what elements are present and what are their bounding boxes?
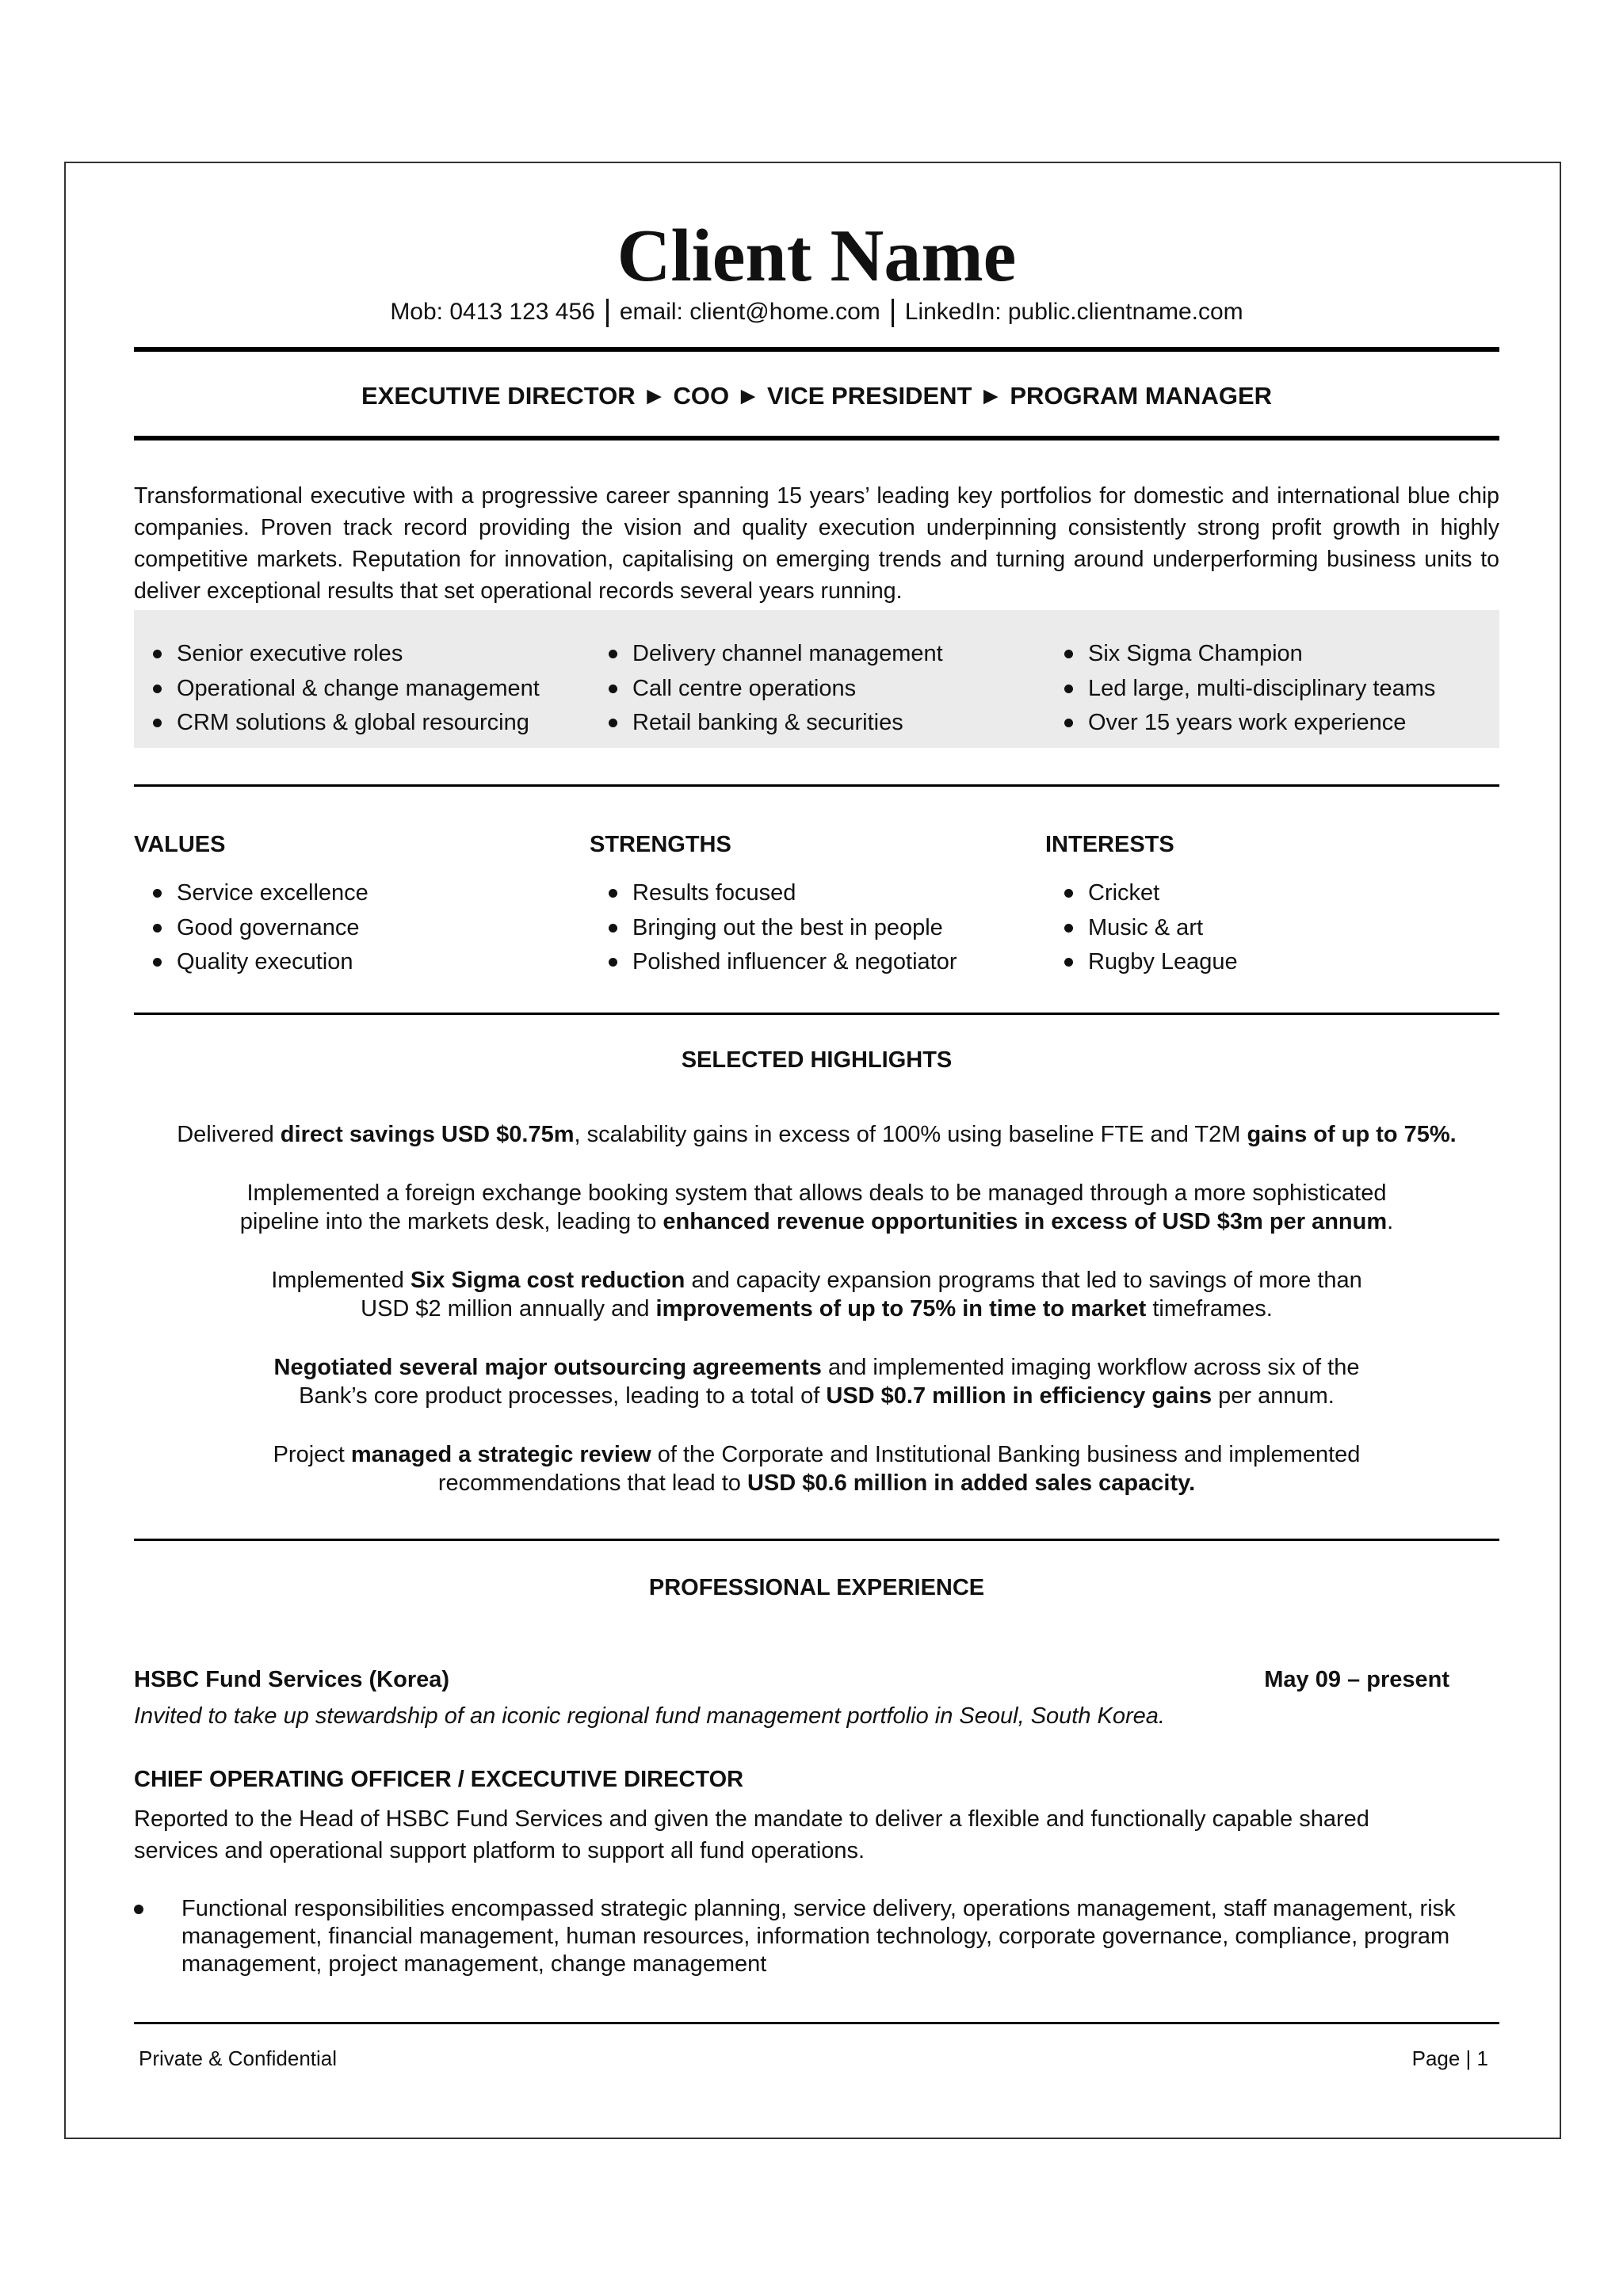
list-item: Over 15 years work experience [1045,706,1501,741]
text: Delivered [177,1122,281,1147]
list-item: Retail banking & securities [590,706,1045,741]
divider [134,1539,1499,1541]
experience-heading: PROFESSIONAL EXPERIENCE [648,1575,985,1600]
divider [134,436,1499,441]
list-item: Bringing out the best in people [590,911,1045,946]
list-item: Delivery channel management [590,637,1045,672]
divider [134,1013,1499,1015]
emphasis: Six Sigma cost reduction [410,1268,685,1293]
key-skills-box [134,610,1499,748]
job-dates: May 09 – present [1264,1667,1449,1692]
text: USD $2 million annually and [361,1296,656,1322]
divider [134,347,1499,352]
job-description: Reported to the Head of HSBC Fund Services and given the mandate to deliver a flexible and functionally capable shared services and operational support platform to support all fund operations. [134,1806,1369,1863]
text: Implemented [271,1268,411,1293]
responsibility-item [134,1895,1499,1978]
highlight-1 [134,1120,1499,1149]
highlight-5 [134,1440,1499,1497]
key-skills-column-3 [1045,637,1501,741]
text: Implemented a foreign exchange booking system that allows deals to be managed through a more sophisticated [246,1180,1387,1206]
summary-paragraph: Transformational executive with a progressive career spanning 15 years’ leading key portfolios for domestic and international blue chip companies. Proven track record providing the vision and quality execution underpinning consistently strong profit growth in highly competitive markets. Reputation for innovation, capitalising on emerging trends and turning around underperforming business units to deliver exceptional results that set operational records several years running. [134,483,1499,604]
separator [892,299,894,327]
list-item: Quality execution [134,945,590,980]
contact-line [134,296,1499,328]
text: . [1387,1209,1394,1234]
job-header [134,1664,1449,1695]
text: timeframes. [1146,1296,1273,1322]
emphasis: managed a strategic review [350,1442,651,1467]
list-item: CRM solutions & global resourcing [134,706,590,741]
text: recommendations that lead to [437,1470,747,1496]
job-intro: Invited to take up stewardship of an iconic regional fund management portfolio in Seoul, South Korea. [134,1703,1165,1729]
footer-page-number: Page | 1 [1411,2046,1488,2070]
list-item: Call centre operations [590,672,1045,707]
responsibility-text: Functional responsibilities encompassed strategic planning, service delivery, operations management, staff management, risk management, financial management, human resources, information technology, corporate governance, compliance, program management, project management, change management [181,1896,1456,1977]
text: pipeline into the markets desk, leading to [239,1209,663,1234]
client-name: Client Name [617,215,1017,297]
list-item: Senior executive roles [134,637,590,672]
divider [134,784,1499,787]
highlights-heading: SELECTED HIGHLIGHTS [681,1047,953,1073]
bullet-icon [134,1905,143,1914]
highlight-3 [134,1266,1499,1323]
list-item: Cricket [1045,876,1501,911]
mobile: Mob: 0413 123 456 [390,299,595,325]
company-name: HSBC Fund Services (Korea) [134,1667,450,1692]
text: of the Corporate and Institutional Banking business and implemented [651,1442,1361,1467]
emphasis: USD $0.6 million in added sales capacity. [747,1470,1196,1496]
separator [606,299,609,327]
list-item: Rugby League [1045,945,1501,980]
resume-page [134,0,1499,2296]
email: email: client@home.com [619,299,880,325]
text: , scalability gains in excess of 100% using baseline FTE and T2M [574,1122,1247,1147]
footer-confidential: Private & Confidential [139,2046,338,2070]
key-skills-column-2 [590,637,1045,741]
text: Project [273,1442,351,1467]
highlight-2 [134,1179,1499,1236]
job-title: CHIEF OPERATING OFFICER / EXCECUTIVE DIRECTOR [134,1767,744,1792]
text: and implemented imaging workflow across six of the [821,1355,1360,1380]
list-item: Polished influencer & negotiator [590,945,1045,980]
text: per annum. [1212,1383,1335,1409]
list-item: Good governance [134,911,590,946]
strengths-heading: STRENGTHS [590,832,731,857]
interests-heading: INTERESTS [1045,832,1174,857]
target-titles: EXECUTIVE DIRECTOR ► COO ► VICE PRESIDENT ► PROGRAM MANAGER [361,382,1273,410]
highlight-4 [134,1353,1499,1410]
emphasis: gains of up to 75%. [1247,1122,1457,1147]
emphasis: Negotiated several major outsourcing agreements [273,1355,822,1380]
values-heading: VALUES [134,832,226,857]
emphasis: enhanced revenue opportunities in excess of USD $3m per annum [663,1209,1388,1234]
list-item: Results focused [590,876,1045,911]
list-item: Six Sigma Champion [1045,637,1501,672]
key-skills-column-1 [134,637,590,741]
divider [134,2022,1499,2024]
emphasis: direct savings USD $0.75m [280,1122,575,1147]
list-item: Music & art [1045,911,1501,946]
list-item: Led large, multi-disciplinary teams [1045,672,1501,707]
list-item: Operational & change management [134,672,590,707]
list-item: Service excellence [134,876,590,911]
linkedin: LinkedIn: public.clientname.com [904,299,1243,325]
strengths-section [590,829,1045,980]
emphasis: USD $0.7 million in efficiency gains [826,1383,1212,1409]
values-section [134,829,590,980]
interests-section [1045,829,1501,980]
text: Bank’s core product processes, leading to a total of [299,1383,827,1409]
emphasis: improvements of up to 75% in time to market [655,1296,1147,1322]
text: and capacity expansion programs that led to savings of more than [685,1268,1362,1293]
